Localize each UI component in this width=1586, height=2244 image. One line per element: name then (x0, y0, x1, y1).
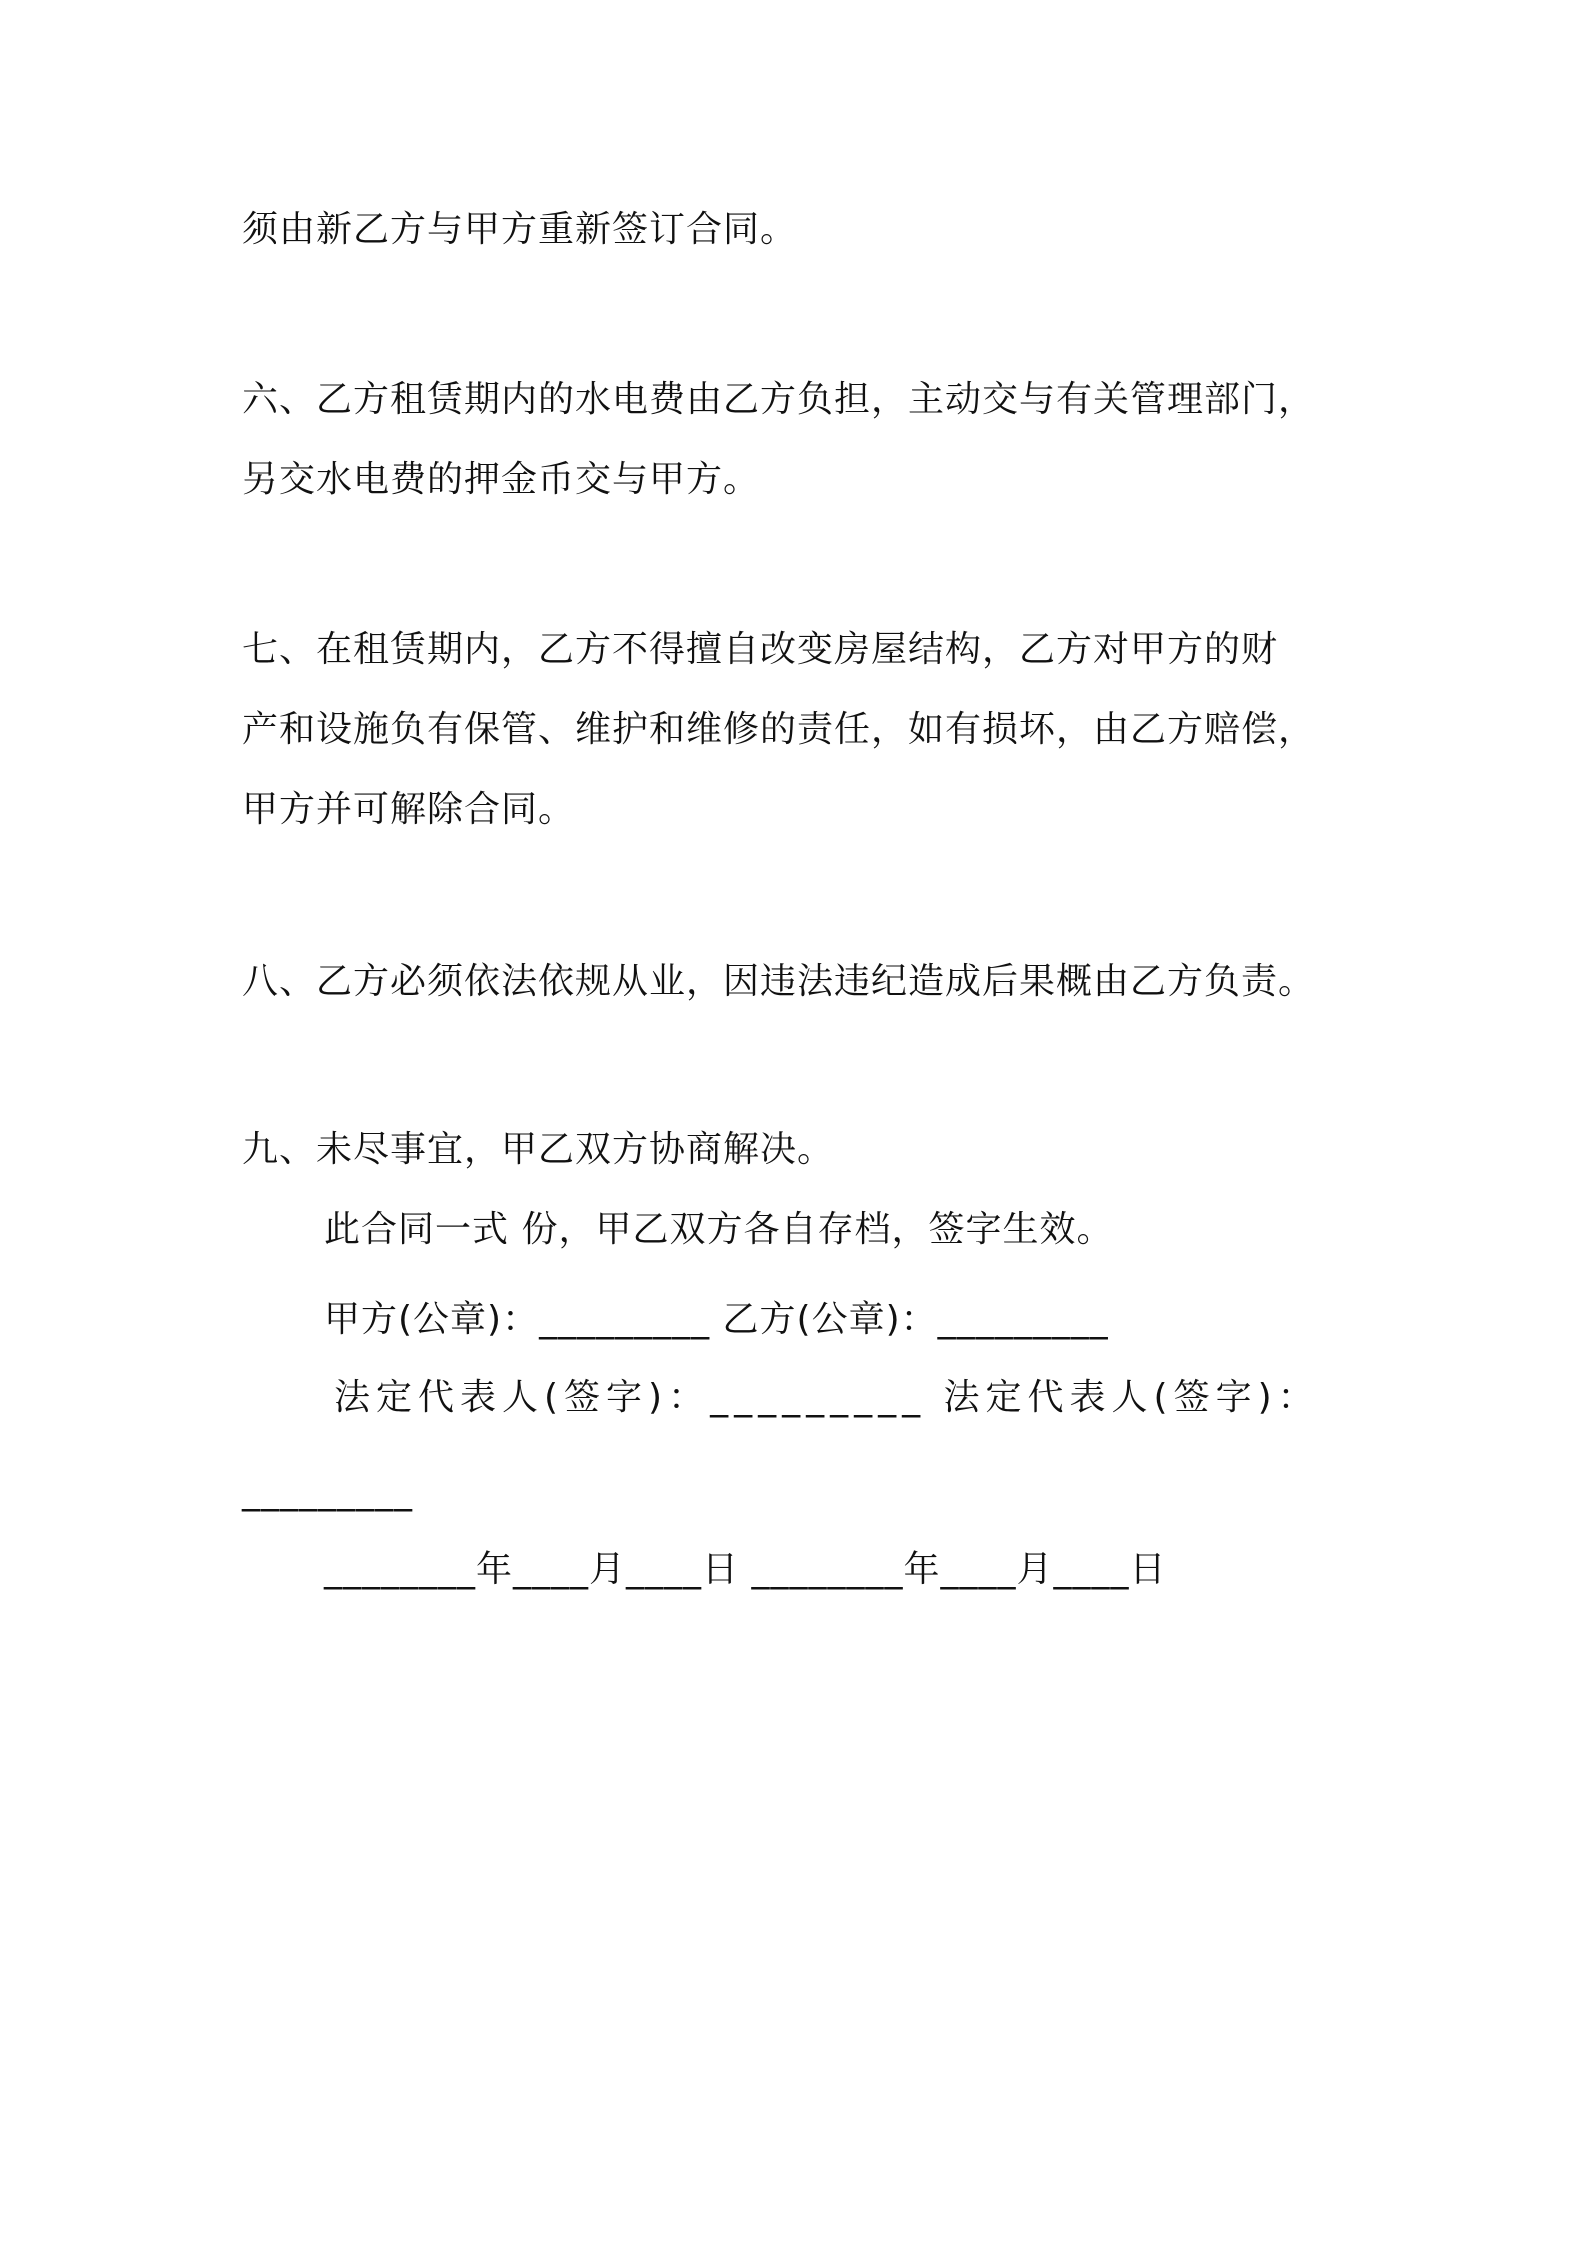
representative-blank: _________ (242, 1471, 413, 1512)
copies-statement: 此合同一式 份，甲乙双方各自存档，签字生效。 (324, 1209, 1114, 1250)
date-line: ________年____月____日 ________年____月____日 (324, 1549, 1167, 1590)
clause-8: 八、乙方必须依法依规从业，因违法违纪造成后果概由乙方负责。 (242, 961, 1316, 1002)
seal-line: 甲方(公章)：_________ 乙方(公章)：_________ (324, 1299, 1109, 1340)
clause-9: 九、未尽事宜，甲乙双方协商解决。 (242, 1129, 835, 1170)
clause-6-line-1: 六、乙方租赁期内的水电费由乙方负担，主动交与有关管理部门， (242, 379, 1316, 420)
clause-5-continuation: 须由新乙方与甲方重新签订合同。 (242, 209, 798, 250)
clause-6-line-2: 另交水电费的押金币交与甲方。 (242, 459, 761, 500)
clause-7-line-1: 七、在租赁期内，乙方不得擅自改变房屋结构，乙方对甲方的财 (242, 629, 1279, 670)
clause-7-line-2: 产和设施负有保管、维护和维修的责任，如有损坏，由乙方赔偿， (242, 709, 1316, 750)
representative-line: 法定代表人(签字)：_________ 法定代表人(签字)： (334, 1377, 1320, 1418)
clause-7-line-3: 甲方并可解除合同。 (242, 789, 576, 830)
